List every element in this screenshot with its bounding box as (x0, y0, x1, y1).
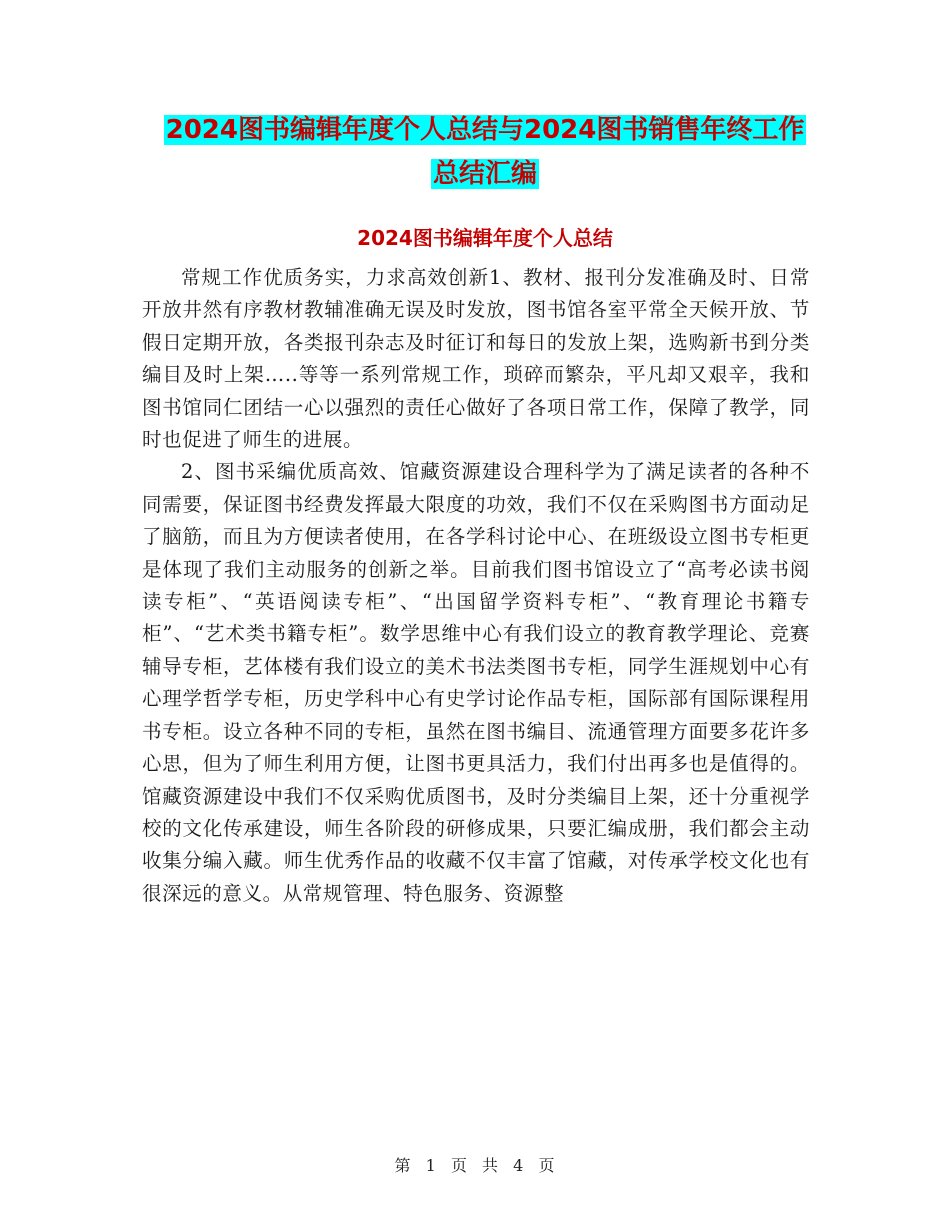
footer-label-ye2: 页 (538, 1156, 556, 1175)
footer-page-total: 4 (513, 1156, 525, 1175)
paragraph-2: 2、图书采编优质高效、馆藏资源建设合理科学为了满足读者的各种不同需要，保证图书经费发挥最大限度的功效，我们不仅在采购图书方面动足了脑筋，而且为方便读者使用，在各学科讨论中心、在班级设立图书专柜更是体现了我们主动服务的创新之举。目前我们图书馆设立了“高考必读书阅读专柜”、“英语阅读专柜”、“出国留学资料专柜”、“教育理论书籍专柜”、“艺术类书籍专柜”。数学思维中心有我们设立的教育教学理论、竞赛辅导专柜，艺体楼有我们设立的美术书法类图书专柜，同学生涯规划中心有心理学哲学专柜，历史学科中心有史学讨论作品专柜，国际部有国际课程用书专柜。设立各种不同的专柜，虽然在图书编目、流通管理方面要多花许多心思，但为了师生利用方便，让图书更具活力，我们付出再多也是值得的。馆藏资源建设中我们不仅采购优质图书，及时分类编目上架，还十分重视学校的文化传承建设，师生各阶段的研修成果，只要汇编成册，我们都会主动收集分编入藏。师生优秀作品的收藏不仅丰富了馆藏，对传承学校文化也有很深远的意义。从常规管理、特色服务、资源整 (142, 460, 810, 905)
page-footer (0, 1153, 950, 1176)
section-title: 2024图书编辑年度个人总结 (357, 226, 613, 250)
document-body (142, 262, 810, 910)
main-title (140, 108, 830, 196)
paragraph-1: 常规工作优质务实，力求高效创新1、教材、报刊分发准确及时、日常开放井然有序教材教辅准确无误及时发放，图书馆各室平常全天候开放、节假日定期开放，各类报刊杂志及时征订和每日的发放上架，选购新书到分类编目及时上架…..等等一系列常规工作，琐碎而繁杂，平凡却又艰辛，我和图书馆同仁团结一心以强烈的责任心做好了各项日常工作，保障了教学，同时也促进了师生的进展。 (142, 266, 810, 452)
main-title-line2: 总结汇编 (432, 159, 537, 189)
footer-label-gong: 共 (482, 1156, 500, 1175)
footer-label-ye: 页 (450, 1156, 468, 1175)
footer-label-di: 第 (394, 1156, 412, 1175)
main-title-line1: 2024图书编辑年度个人总结与2024图书销售年终工作 (165, 115, 805, 145)
footer-page-current: 1 (425, 1156, 437, 1175)
